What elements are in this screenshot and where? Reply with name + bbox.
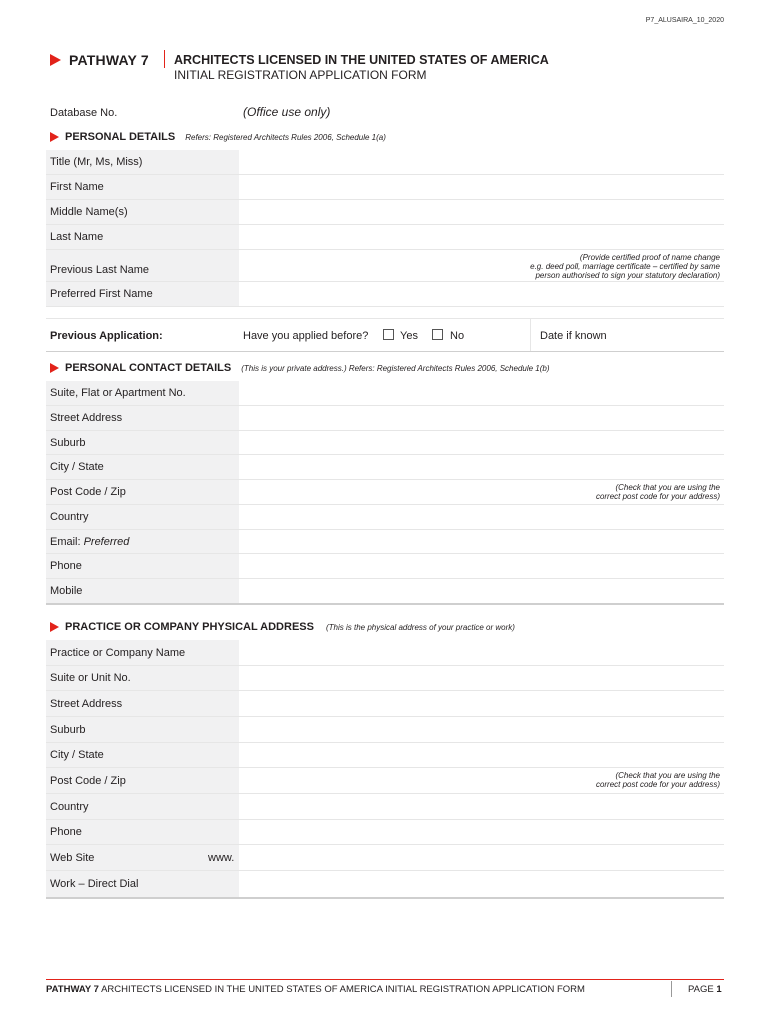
section-note: (This is your private address.) Refers: Registered Architects Rules 2006, Schedule 1(b) <box>241 363 550 373</box>
field-label: City / State <box>46 743 239 767</box>
last-name-input[interactable] <box>239 225 724 249</box>
form-row-practice-street <box>46 691 724 717</box>
field-label: Web Site <box>46 845 239 870</box>
field-label: Country <box>46 505 239 529</box>
yes-label: Yes <box>400 330 418 342</box>
table-bottom-rule <box>46 603 724 605</box>
form-row-suite <box>46 381 724 406</box>
arrow-right-icon <box>50 363 59 373</box>
form-row-email <box>46 530 724 554</box>
field-label: Preferred First Name <box>46 282 239 306</box>
footer-pathway: PATHWAY 7 <box>46 984 99 995</box>
section-note: Refers: Registered Architects Rules 2006, Schedule 1(a) <box>185 132 386 142</box>
form-row-practice-country <box>46 794 724 820</box>
field-label: Middle Name(s) <box>46 200 239 224</box>
practice-suite-input[interactable] <box>239 666 724 690</box>
www-prefix: www. <box>208 851 235 864</box>
previous-application-row <box>46 318 724 352</box>
arrow-right-icon <box>50 132 59 142</box>
section-note: (This is the physical address of your practice or work) <box>325 622 515 632</box>
field-label: Mobile <box>46 579 239 603</box>
personal-details-table <box>46 150 724 307</box>
street-address-input[interactable] <box>239 406 724 430</box>
column-divider <box>530 319 531 351</box>
section-heading: PERSONAL CONTACT DETAILS <box>65 362 232 374</box>
suburb-input[interactable] <box>239 431 724 454</box>
field-label: Work – Direct Dial <box>46 871 239 897</box>
database-no-label: Database No. <box>50 107 118 119</box>
direct-dial-input[interactable] <box>239 871 724 897</box>
field-label: Post Code / Zip <box>46 480 239 504</box>
section-contact-details <box>50 362 550 374</box>
field-label: Street Address <box>46 406 239 430</box>
practice-country-input[interactable] <box>239 794 724 819</box>
email-preferred-note: Preferred <box>83 535 130 548</box>
form-row-preferred-first-name <box>46 282 724 307</box>
form-row-postcode <box>46 480 724 505</box>
practice-address-table <box>46 640 724 899</box>
form-row-practice-city-state <box>46 743 724 768</box>
section-heading: PRACTICE OR COMPANY PHYSICAL ADDRESS <box>65 621 314 633</box>
email-input[interactable] <box>239 530 724 553</box>
form-row-direct-dial <box>46 871 724 897</box>
middle-names-input[interactable] <box>239 200 724 224</box>
field-label: Last Name <box>46 225 239 249</box>
email-label <box>46 530 239 553</box>
country-input[interactable] <box>239 505 724 529</box>
web-site-input[interactable] <box>239 845 724 870</box>
form-row-middle-names <box>46 200 724 225</box>
field-label: Suburb <box>46 717 239 742</box>
footer-form-name: ARCHITECTS LICENSED IN THE UNITED STATES OF AMERICA INITIAL REGISTRATION APPLICATION FORM <box>98 984 585 995</box>
form-row-mobile <box>46 579 724 603</box>
header-pathway <box>50 52 149 68</box>
form-row-title <box>46 150 724 175</box>
field-label: Suite or Unit No. <box>46 666 239 690</box>
field-label: Country <box>46 794 239 819</box>
suite-input[interactable] <box>239 381 724 405</box>
no-checkbox[interactable] <box>432 329 443 340</box>
form-row-web-site <box>46 845 724 871</box>
phone-input[interactable] <box>239 554 724 578</box>
section-personal-details <box>50 131 386 143</box>
footer-rule <box>46 979 724 980</box>
yes-checkbox[interactable] <box>383 329 394 340</box>
first-name-input[interactable] <box>239 175 724 199</box>
field-label: Phone <box>46 820 239 844</box>
arrow-right-icon <box>50 54 61 66</box>
no-label: No <box>450 330 465 342</box>
form-row-previous-last-name <box>46 250 724 282</box>
field-label: Suburb <box>46 431 239 454</box>
form-row-suburb <box>46 431 724 455</box>
form-row-practice-postcode <box>46 768 724 794</box>
city-state-input[interactable] <box>239 455 724 479</box>
page-label: PAGE <box>688 984 714 995</box>
title-input[interactable] <box>239 150 724 174</box>
form-row-practice-suburb <box>46 717 724 743</box>
field-label: Email: <box>50 535 81 548</box>
field-label: Previous Last Name <box>46 250 239 281</box>
form-row-street <box>46 406 724 431</box>
form-row-city-state <box>46 455 724 480</box>
contact-details-table <box>46 381 724 605</box>
database-no-value: (Office use only) <box>243 105 331 119</box>
mobile-input[interactable] <box>239 579 724 603</box>
pathway-label: PATHWAY 7 <box>69 52 149 68</box>
field-label: Street Address <box>46 691 239 716</box>
form-row-first-name <box>46 175 724 200</box>
footer-divider <box>671 981 672 997</box>
header-divider <box>164 50 165 68</box>
field-label: Phone <box>46 554 239 578</box>
form-row-last-name <box>46 225 724 250</box>
preferred-first-name-input[interactable] <box>239 282 724 306</box>
field-label: Suite, Flat or Apartment No. <box>46 381 239 405</box>
document-reference: P7_ALUSAIRA_10_2020 <box>645 17 724 24</box>
form-row-practice-phone <box>46 820 724 845</box>
form-row-practice-name <box>46 640 724 666</box>
section-heading: PERSONAL DETAILS <box>65 131 176 143</box>
previous-application-label: Previous Application: <box>50 330 163 342</box>
practice-street-input[interactable] <box>239 691 724 716</box>
date-if-known-label: Date if known <box>540 330 607 342</box>
practice-name-input[interactable] <box>239 640 724 665</box>
field-label: Title (Mr, Ms, Miss) <box>46 150 239 174</box>
practice-suburb-input[interactable] <box>239 717 724 742</box>
field-label: First Name <box>46 175 239 199</box>
table-bottom-rule <box>46 897 724 899</box>
name-change-hint: (Provide certified proof of name change e.g. deed poll, marriage certificate – certified by same person authorised to sign your statutory declaration) <box>530 253 720 280</box>
page-number-value: 1 <box>716 984 722 995</box>
postcode-hint: (Check that you are using the correct post code for your address) <box>595 771 720 789</box>
section-practice-address <box>50 621 515 633</box>
practice-city-state-input[interactable] <box>239 743 724 767</box>
form-title: ARCHITECTS LICENSED IN THE UNITED STATES OF AMERICA <box>174 53 549 67</box>
form-subtitle: INITIAL REGISTRATION APPLICATION FORM <box>174 68 427 82</box>
practice-phone-input[interactable] <box>239 820 724 844</box>
form-row-phone <box>46 554 724 579</box>
field-label: City / State <box>46 455 239 479</box>
arrow-right-icon <box>50 622 59 632</box>
form-row-practice-suite <box>46 666 724 691</box>
footer-title <box>46 984 585 995</box>
form-row-country <box>46 505 724 530</box>
page-number <box>688 984 722 995</box>
field-label: Post Code / Zip <box>46 768 239 793</box>
postcode-hint: (Check that you are using the correct post code for your address) <box>595 483 720 501</box>
field-label: Practice or Company Name <box>46 640 239 665</box>
applied-before-question: Have you applied before? <box>243 330 369 342</box>
